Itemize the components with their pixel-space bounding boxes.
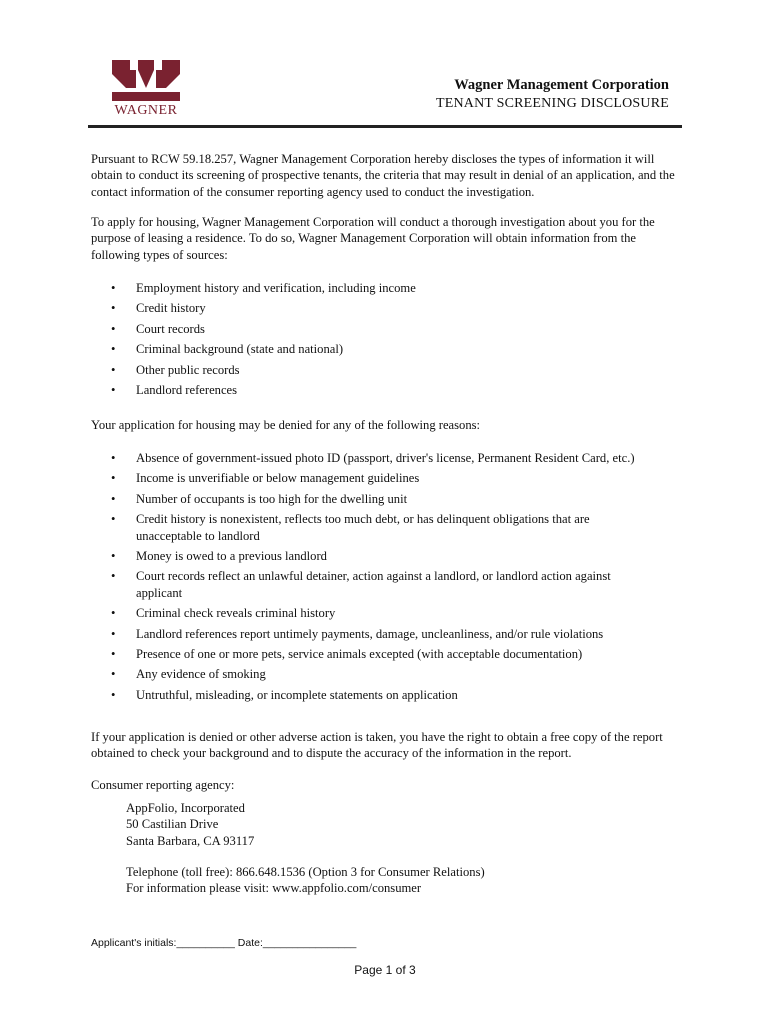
agency-name: AppFolio, Incorporated: [126, 801, 245, 815]
agency-phone: Telephone (toll free): 866.648.1536 (Option 3 for Consumer Relations): [126, 865, 485, 879]
adverse-action-paragraph: If your application is denied or other adverse action is taken, you have the right to obtain a free copy of the report obtained to check your background and to dispute the accuracy of the information in the report.: [91, 730, 663, 761]
company-name: Wagner Management Corporation: [454, 77, 669, 93]
list-item: • Credit history: [111, 301, 206, 316]
list-item: • Employment history and verification, including income: [111, 281, 416, 295]
denial-reasons-list: [91, 450, 681, 703]
agency-label: Consumer reporting agency:: [91, 778, 235, 792]
list-item: • Other public records: [111, 362, 240, 377]
header-rule: [88, 125, 682, 128]
initials-date-line: Applicant's initials:__________ Date:________________: [91, 937, 357, 949]
list-item: • Presence of one or more pets, service animals excepted (with acceptable documentation): [111, 647, 583, 662]
list-item: • Court records: [111, 321, 205, 336]
intro-paragraph: Pursuant to RCW 59.18.257, Wagner Management Corporation hereby discloses the types of information it will obtain to conduct its screening of prospective tenants, the criteria that may result in denial of an application, and the contact information of the consumer reporting agency used to conduct the investigation.: [91, 152, 675, 199]
logo-wordmark: WAGNER: [114, 103, 178, 118]
list-item: • Criminal background (state and national): [111, 342, 344, 357]
list-item: • Money is owed to a previous landlord: [111, 549, 327, 564]
page-number: Page 1 of 3: [354, 963, 416, 977]
denial-intro-paragraph: Your application for housing may be denied for any of the following reasons:: [91, 418, 481, 432]
agency-website: For information please visit: www.appfolio.com/consumer: [126, 881, 422, 896]
list-item: • Income is unverifiable or below management guidelines: [111, 471, 420, 486]
agency-city: Santa Barbara, CA 93117: [126, 833, 255, 848]
list-item: • Absence of government-issued photo ID (passport, driver's license, Permanent Resident Card, etc.): [111, 451, 635, 465]
list-item: • Untruthful, misleading, or incomplete statements on application: [111, 687, 458, 702]
list-item: • Credit history is nonexistent, reflects too much debt, or has delinquent obligations that are unacceptable to landlord: [111, 512, 590, 543]
agency-street: 50 Castilian Drive: [126, 817, 219, 832]
sources-intro-paragraph: To apply for housing, Wagner Management Corporation will conduct a thorough investigation about you for the purpose of leasing a residence. To do so, Wagner Management Corporation will obtain information from the following types of sources:: [91, 215, 655, 262]
list-item: • Court records reflect an unlawful detainer, action against a landlord, or landlord action against applicant: [111, 569, 611, 600]
list-item: • Landlord references report untimely payments, damage, uncleanliness, and/or rule violations: [111, 626, 604, 641]
document-title: TENANT SCREENING DISCLOSURE: [435, 96, 669, 111]
list-item: • Landlord references: [111, 383, 238, 398]
sources-list: [91, 280, 681, 398]
list-item: • Any evidence of smoking: [111, 667, 266, 682]
list-item: • Criminal check reveals criminal history: [111, 606, 336, 621]
list-item: • Number of occupants is too high for the dwelling unit: [111, 491, 408, 506]
